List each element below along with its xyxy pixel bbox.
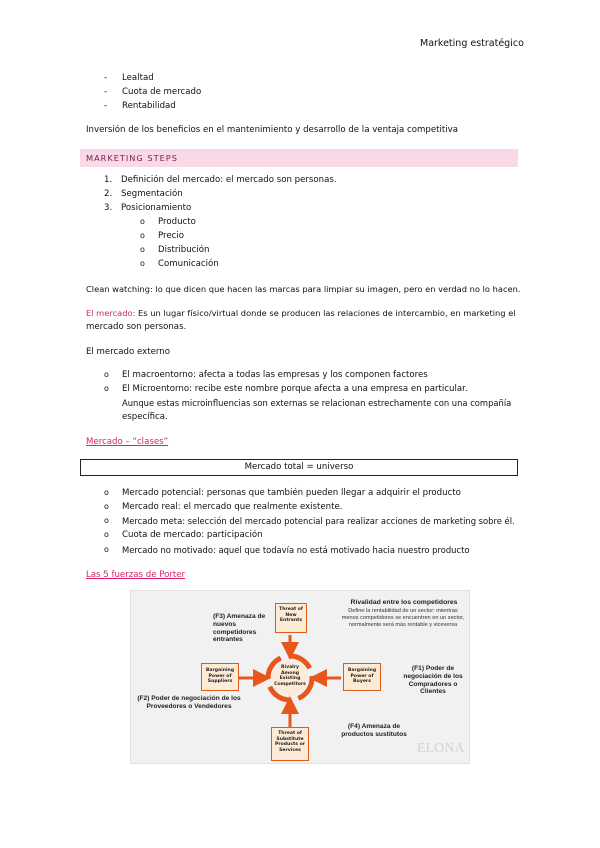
list-item: o Mercado no motivado: aquel que todavía no está motivado hacia nuestro producto xyxy=(104,545,470,555)
list-item: o Mercado potencial: personas que también pueden llegar a adquirir el producto xyxy=(104,488,461,498)
universe-box-label: Mercado total = universo xyxy=(244,462,354,472)
watermark-text: ELONA xyxy=(417,741,465,756)
left-box: Bargaining Power of Suppliers xyxy=(201,663,239,691)
bottom-box: Threat of Substitute Products or Services xyxy=(271,727,309,761)
sub-item: o Precio xyxy=(140,231,185,241)
rivalry-text: Define la rentabilidad de un sector: mientras menos competidores se encuentren en un sector, normalmente será más rentable y viceversa xyxy=(341,608,465,628)
rivalry-title: Rivalidad entre los competidores xyxy=(350,599,458,606)
list-item: o Mercado meta: selección del mercado potencial para realizar acciones de marketing sobre él. xyxy=(104,516,515,526)
porter-diagram xyxy=(130,590,470,764)
list-item: o El Microentorno: recibe este nombre porque afecta a una empresa en particular. xyxy=(104,384,468,394)
list-item: - Lealtad xyxy=(104,73,154,83)
clases-heading: Mercado – “clases” xyxy=(86,437,169,447)
section-heading: MARKETING STEPS xyxy=(86,153,178,163)
clean-watching-text: Clean watching: lo que dicen que hacen las marcas para limpiar su imagen, pero en verdad no lo hacen. xyxy=(86,284,521,294)
list-item: - Rentabilidad xyxy=(104,101,176,111)
sub-item: o Comunicación xyxy=(140,259,219,269)
sub-item: o Producto xyxy=(140,217,196,227)
f3-label: (F3) Amenaza de nuevos competidores entrantes xyxy=(213,613,266,644)
list-item-cont: específica. xyxy=(122,412,168,422)
f2-label: (F2) Poder de negociación de los Proveedores o Vendedores xyxy=(137,695,241,710)
list-item: o Mercado real: el mercado que realmente existente. xyxy=(104,502,343,512)
list-item: - Cuota de mercado xyxy=(104,87,202,97)
numbered-item: 3. Posicionamiento xyxy=(104,203,192,213)
list-item: o Cuota de mercado: participación xyxy=(104,530,263,540)
numbered-item: 2. Segmentación xyxy=(104,189,183,199)
f4-label: (F4) Amenaza de productos sustitutos xyxy=(341,723,407,738)
mercado-definition: El mercado: Es un lugar físico/virtual donde se producen las relaciones de intercambio, en marketing el xyxy=(86,308,516,318)
numbered-item: 1. Definición del mercado: el mercado son personas. xyxy=(104,175,337,185)
right-box: Bargaining Power of Buyers xyxy=(343,663,381,691)
center-label: Rivalry Among Existing Competitors xyxy=(274,665,306,687)
f1-label: (F1) Poder de negociación de los Compradores o Clientes xyxy=(403,665,463,696)
mercado-label: El mercado: xyxy=(86,308,136,318)
porter-heading: Las 5 fuerzas de Porter xyxy=(86,570,186,580)
sub-item: o Distribución xyxy=(140,245,210,255)
top-box: Threat of New Entrants xyxy=(275,603,307,633)
intro-text: Inversión de los beneficios en el mantenimiento y desarrollo de la ventaja competitiva xyxy=(86,125,458,135)
page-header: Marketing estratégico xyxy=(420,38,524,49)
list-item-cont: Aunque estas microinfluencias son externas se relacionan estrechamente con una compañía xyxy=(122,398,512,408)
externo-heading: El mercado externo xyxy=(86,347,170,357)
mercado-definition-cont: mercado son personas. xyxy=(86,322,187,332)
list-item: o El macroentorno: afecta a todas las empresas y los componen factores xyxy=(104,370,428,380)
